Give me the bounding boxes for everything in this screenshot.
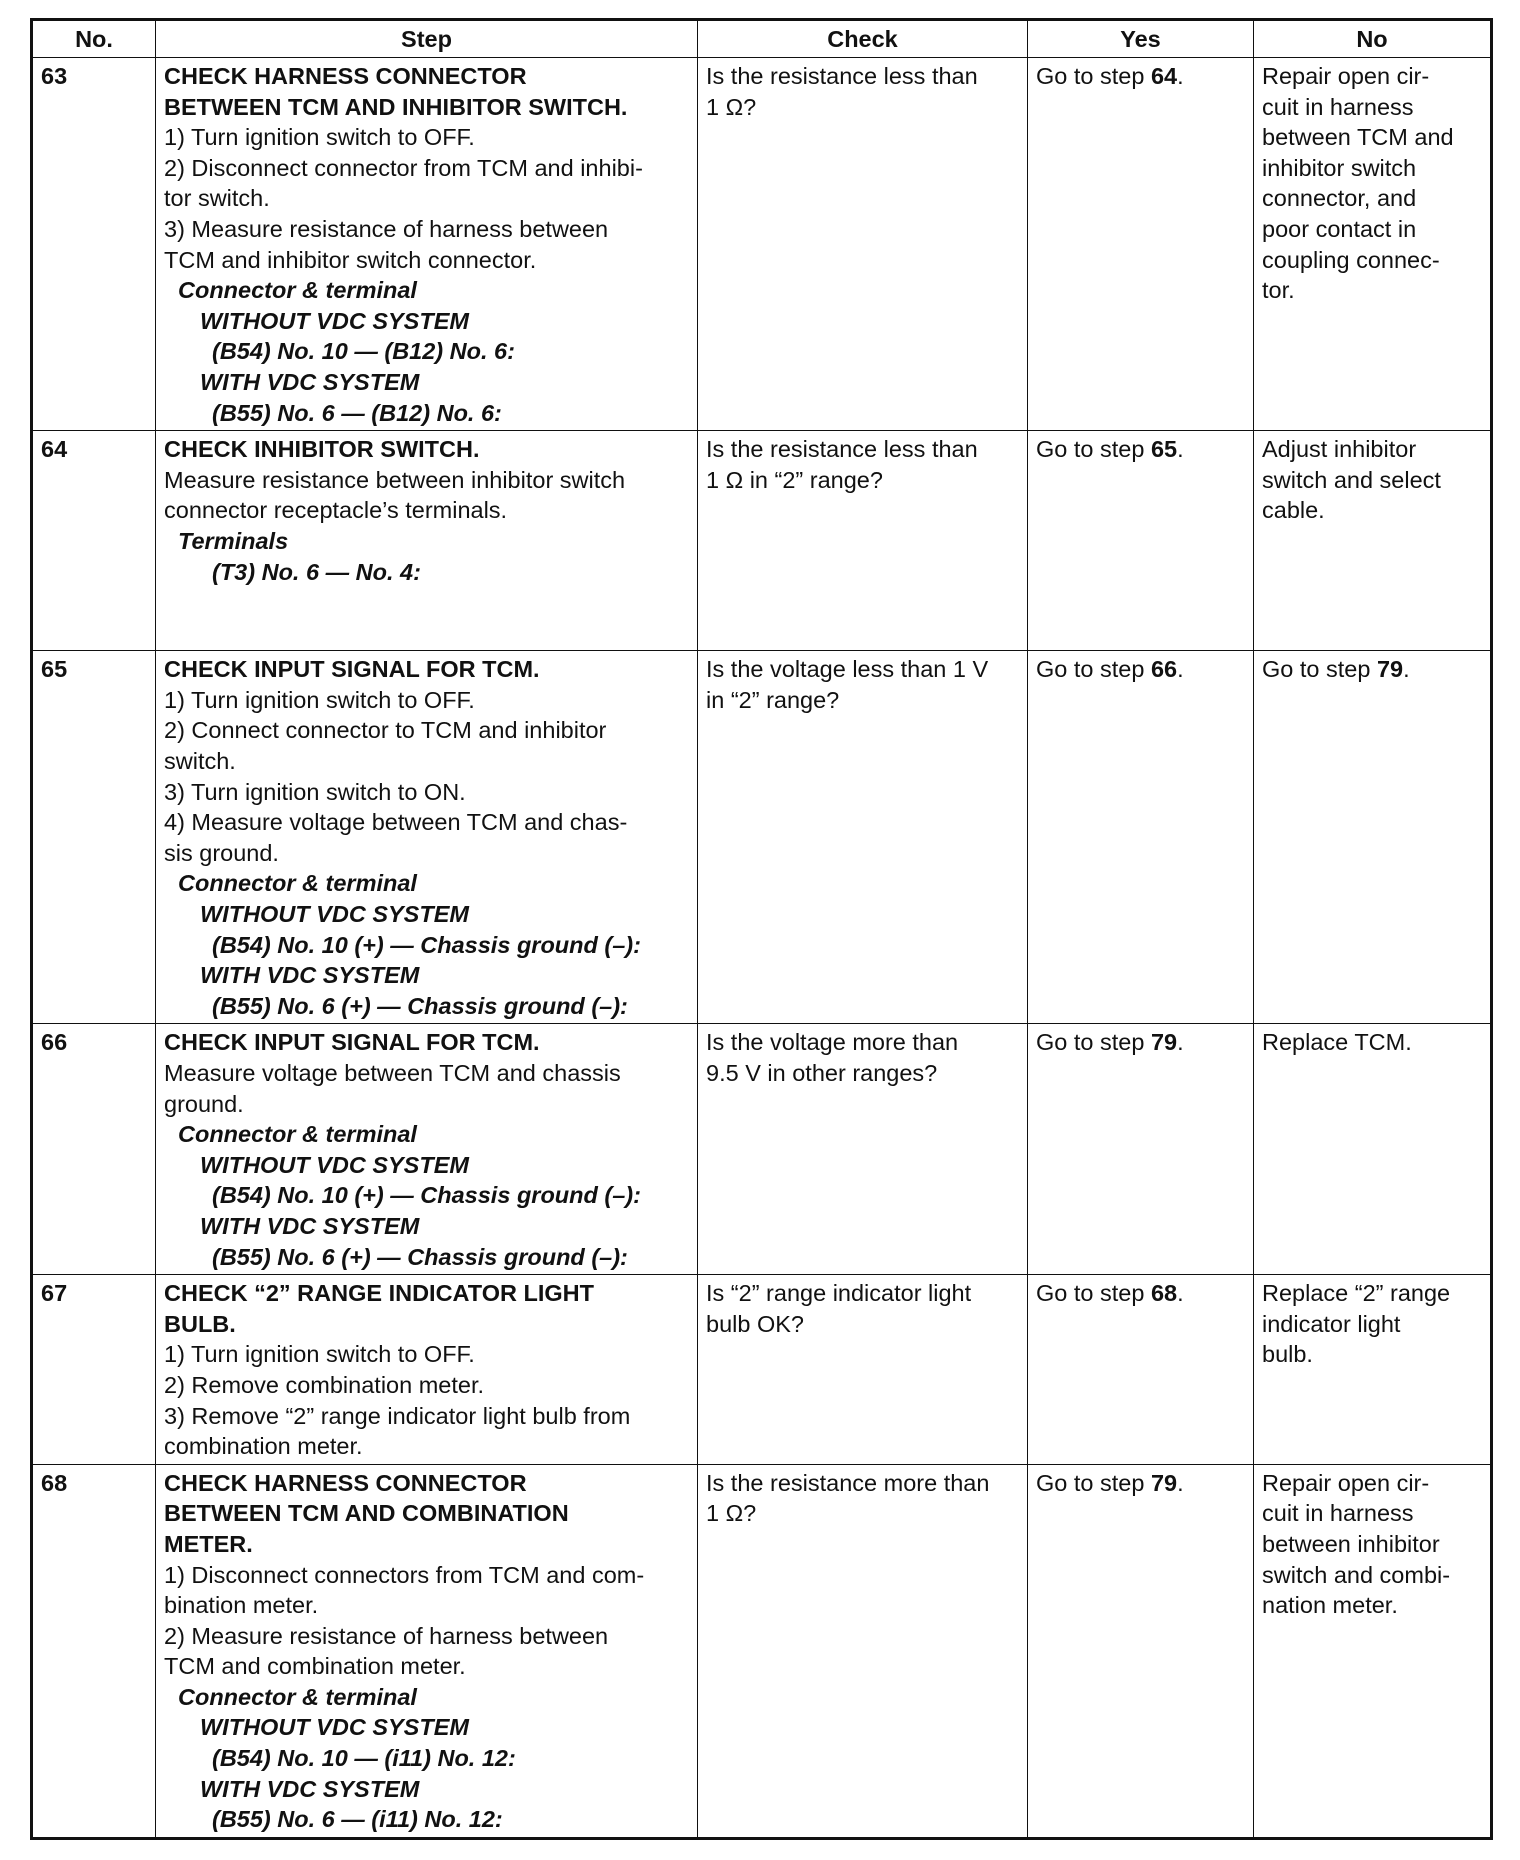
step-number: 67 xyxy=(32,1275,156,1465)
terminal-spec-line: Connector & terminal xyxy=(178,277,417,304)
check-text-line: Is the resistance less than xyxy=(706,63,978,89)
terminal-spec-line: WITH VDC SYSTEM xyxy=(200,1212,420,1239)
step-text-line: TCM and combination meter. xyxy=(164,1653,466,1680)
step-instructions xyxy=(156,651,698,1024)
terminal-spec-line: Connector & terminal xyxy=(178,1121,417,1148)
yes-goto-text: Go to step xyxy=(1036,656,1151,683)
check-text-line: Is “2” range indicator light xyxy=(706,1280,972,1307)
yes-goto-period: . xyxy=(1177,63,1184,89)
check-question xyxy=(698,58,1028,431)
no-result-line: connector, and xyxy=(1262,185,1417,212)
no-goto-period: . xyxy=(1403,656,1410,683)
yes-result xyxy=(1028,1024,1254,1275)
no-result-line: coupling connec- xyxy=(1262,246,1440,273)
yes-step-number: 68 xyxy=(1150,1280,1178,1307)
no-result-line: cuit in harness xyxy=(1262,1500,1414,1527)
check-question xyxy=(698,651,1028,1024)
step-text-line: 1) Turn ignition switch to OFF. xyxy=(164,1341,475,1368)
no-result-line: nation meter. xyxy=(1262,1592,1398,1619)
terminal-spec-line: (B54) No. 10 (+) — Chassis ground (–): xyxy=(212,1182,641,1209)
step-text-line: switch. xyxy=(164,748,236,775)
step-text-line: connector receptacle’s terminals. xyxy=(164,497,508,524)
step-instructions xyxy=(156,58,698,431)
terminal-spec-line: WITHOUT VDC SYSTEM xyxy=(200,901,469,928)
step-text-line: 2) Remove combination meter. xyxy=(164,1371,485,1398)
check-text-line: bulb OK? xyxy=(706,1310,804,1337)
terminal-spec-line: (B55) No. 6 (+) — Chassis ground (–): xyxy=(212,1243,628,1270)
yes-result xyxy=(1028,431,1254,651)
step-instructions xyxy=(156,431,698,651)
step-text-line: 1) Turn ignition switch to OFF. xyxy=(164,124,475,151)
no-result xyxy=(1254,1275,1492,1465)
step-text-line: 1) Disconnect connectors from TCM and com- xyxy=(164,1561,645,1588)
no-result-line: cuit in harness xyxy=(1262,93,1414,120)
no-result-line: indicator light xyxy=(1262,1310,1401,1337)
yes-step-number: 65 xyxy=(1150,436,1178,463)
terminal-spec-line: (T3) No. 6 — No. 4: xyxy=(212,558,421,585)
step-number: 68 xyxy=(32,1464,156,1838)
no-result-line: Replace “2” range xyxy=(1262,1280,1451,1307)
no-result xyxy=(1254,58,1492,431)
terminal-spec-line: WITH VDC SYSTEM xyxy=(200,368,420,395)
yes-step-number: 64 xyxy=(1150,63,1178,89)
check-text-line: 1 Ω? xyxy=(706,93,757,120)
terminal-spec-line: (B54) No. 10 — (B12) No. 6: xyxy=(212,338,515,365)
no-result-line: between inhibitor xyxy=(1262,1530,1440,1557)
yes-step-number: 66 xyxy=(1150,656,1178,683)
yes-result xyxy=(1028,58,1254,431)
yes-result xyxy=(1028,1464,1254,1838)
step-text-line: TCM and inhibitor switch connector. xyxy=(164,246,537,273)
no-result-line: bulb. xyxy=(1262,1341,1313,1368)
step-text-line: sis ground. xyxy=(164,839,279,866)
table-body xyxy=(32,58,1492,1839)
step-text-line: 4) Measure voltage between TCM and chas- xyxy=(164,809,628,836)
yes-result-line xyxy=(1036,61,1245,92)
step-text-line: Measure resistance between inhibitor switch xyxy=(164,466,626,493)
step-title-line: CHECK HARNESS CONNECTOR xyxy=(164,63,527,89)
no-result-line: poor contact in xyxy=(1262,215,1417,242)
terminal-spec-line: WITHOUT VDC SYSTEM xyxy=(200,307,469,334)
yes-goto-period: . xyxy=(1177,1280,1184,1307)
terminal-spec-line: (B54) No. 10 (+) — Chassis ground (–): xyxy=(212,931,641,958)
diagnostic-procedure-table xyxy=(30,18,1493,1840)
check-question xyxy=(698,1024,1028,1275)
check-text-line: 1 Ω? xyxy=(706,1500,757,1527)
yes-goto-text: Go to step xyxy=(1036,63,1151,89)
yes-goto-period: . xyxy=(1177,436,1184,463)
step-text-line: 3) Turn ignition switch to ON. xyxy=(164,778,466,805)
step-title-line: CHECK “2” RANGE INDICATOR LIGHT xyxy=(164,1280,594,1307)
step-text-line: tor switch. xyxy=(164,185,270,212)
step-text-line xyxy=(164,587,689,618)
header-no: No. xyxy=(32,20,156,58)
step-text-line: 1) Turn ignition switch to OFF. xyxy=(164,686,475,713)
no-result xyxy=(1254,1024,1492,1275)
no-result xyxy=(1254,431,1492,651)
check-question xyxy=(698,431,1028,651)
terminal-spec-line: Connector & terminal xyxy=(178,1683,417,1710)
no-result-line xyxy=(1262,654,1482,685)
yes-step-number: 79 xyxy=(1150,1029,1178,1056)
table-row xyxy=(32,651,1492,1024)
check-question xyxy=(698,1275,1028,1465)
terminal-spec-line: WITH VDC SYSTEM xyxy=(200,962,420,989)
table-row xyxy=(32,1464,1492,1838)
yes-goto-text: Go to step xyxy=(1036,1280,1151,1307)
table-row xyxy=(32,1024,1492,1275)
yes-result xyxy=(1028,651,1254,1024)
table-row xyxy=(32,58,1492,431)
check-text-line: 1 Ω in “2” range? xyxy=(706,466,883,493)
step-number: 64 xyxy=(32,431,156,651)
terminal-spec-line: WITHOUT VDC SYSTEM xyxy=(200,1714,469,1741)
yes-goto-text: Go to step xyxy=(1036,1029,1151,1056)
step-instructions xyxy=(156,1024,698,1275)
terminal-spec-line: Terminals xyxy=(178,527,289,554)
yes-result-line xyxy=(1036,1027,1245,1058)
step-title-line: CHECK INPUT SIGNAL FOR TCM. xyxy=(164,656,540,683)
step-title-line: BETWEEN TCM AND COMBINATION xyxy=(164,1500,569,1527)
yes-goto-period: . xyxy=(1177,656,1184,683)
terminal-spec-line: (B55) No. 6 (+) — Chassis ground (–): xyxy=(212,992,628,1019)
step-title-line: CHECK INPUT SIGNAL FOR TCM. xyxy=(164,1029,540,1056)
step-text-line: 2) Measure resistance of harness between xyxy=(164,1622,609,1649)
step-title-line: CHECK HARNESS CONNECTOR xyxy=(164,1469,527,1496)
header-check: Check xyxy=(698,20,1028,58)
step-instructions xyxy=(156,1464,698,1838)
no-result-line: inhibitor switch xyxy=(1262,154,1417,181)
header-no-result: No xyxy=(1254,20,1492,58)
check-text-line: Is the resistance less than xyxy=(706,436,978,463)
check-text-line: in “2” range? xyxy=(706,686,840,713)
table-row xyxy=(32,1275,1492,1465)
step-text-line: 3) Measure resistance of harness between xyxy=(164,215,609,242)
no-result-line: cable. xyxy=(1262,497,1325,524)
no-result xyxy=(1254,1464,1492,1838)
no-result-line: Repair open cir- xyxy=(1262,63,1430,89)
no-result-line: tor. xyxy=(1262,277,1295,304)
yes-result-line xyxy=(1036,1278,1245,1309)
step-number: 63 xyxy=(32,58,156,431)
terminal-spec-line: Connector & terminal xyxy=(178,870,417,897)
no-result-line: switch and select xyxy=(1262,466,1441,493)
yes-result-line xyxy=(1036,434,1245,465)
terminal-spec-line: (B54) No. 10 — (i11) No. 12: xyxy=(212,1745,516,1772)
step-text-line: combination meter. xyxy=(164,1433,363,1460)
check-text-line: Is the voltage less than 1 V xyxy=(706,656,989,683)
step-text-line: ground. xyxy=(164,1090,244,1117)
step-text-line: 2) Disconnect connector from TCM and inhibi- xyxy=(164,154,643,181)
yes-result xyxy=(1028,1275,1254,1465)
step-number: 66 xyxy=(32,1024,156,1275)
terminal-spec-line: (B55) No. 6 — (i11) No. 12: xyxy=(212,1806,503,1833)
no-step-number: 79 xyxy=(1376,656,1404,683)
no-result xyxy=(1254,651,1492,1024)
table-header-row xyxy=(32,20,1492,58)
yes-step-number: 79 xyxy=(1150,1469,1178,1496)
check-text-line: 9.5 V in other ranges? xyxy=(706,1060,938,1086)
diagnostic-table-page xyxy=(30,18,1490,1840)
step-text-line: bination meter. xyxy=(164,1592,319,1619)
no-result-line: Replace TCM. xyxy=(1262,1029,1412,1056)
table-row xyxy=(32,431,1492,651)
step-text-line: 3) Remove “2” range indicator light bulb from xyxy=(164,1402,631,1429)
yes-goto-period: . xyxy=(1177,1029,1184,1056)
step-text-line: 2) Connect connector to TCM and inhibitor xyxy=(164,717,607,744)
yes-goto-period: . xyxy=(1177,1469,1184,1496)
step-title-line: METER. xyxy=(164,1530,253,1557)
step-number: 65 xyxy=(32,651,156,1024)
yes-result-line xyxy=(1036,1468,1245,1499)
terminal-spec-line: (B55) No. 6 — (B12) No. 6: xyxy=(212,399,502,426)
no-result-line: Adjust inhibitor xyxy=(1262,436,1417,463)
terminal-spec-line: WITHOUT VDC SYSTEM xyxy=(200,1151,469,1178)
yes-result-line xyxy=(1036,654,1245,685)
terminal-spec-line: WITH VDC SYSTEM xyxy=(200,1775,420,1802)
step-title-line: BETWEEN TCM AND INHIBITOR SWITCH. xyxy=(164,93,628,120)
check-question xyxy=(698,1464,1028,1838)
no-result-line: between TCM and xyxy=(1262,124,1454,151)
step-text-line xyxy=(164,618,689,649)
step-text-line: Measure voltage between TCM and chassis xyxy=(164,1060,621,1086)
check-text-line: Is the voltage more than xyxy=(706,1029,959,1056)
yes-goto-text: Go to step xyxy=(1036,1469,1151,1496)
no-goto-text: Go to step xyxy=(1262,656,1377,683)
check-text-line: Is the resistance more than xyxy=(706,1469,990,1496)
header-yes: Yes xyxy=(1028,20,1254,58)
step-title-line: CHECK INHIBITOR SWITCH. xyxy=(164,436,480,463)
no-result-line: switch and combi- xyxy=(1262,1561,1451,1588)
no-result-line: Repair open cir- xyxy=(1262,1469,1430,1496)
header-step: Step xyxy=(156,20,698,58)
step-title-line: BULB. xyxy=(164,1310,236,1337)
step-instructions xyxy=(156,1275,698,1465)
yes-goto-text: Go to step xyxy=(1036,436,1151,463)
